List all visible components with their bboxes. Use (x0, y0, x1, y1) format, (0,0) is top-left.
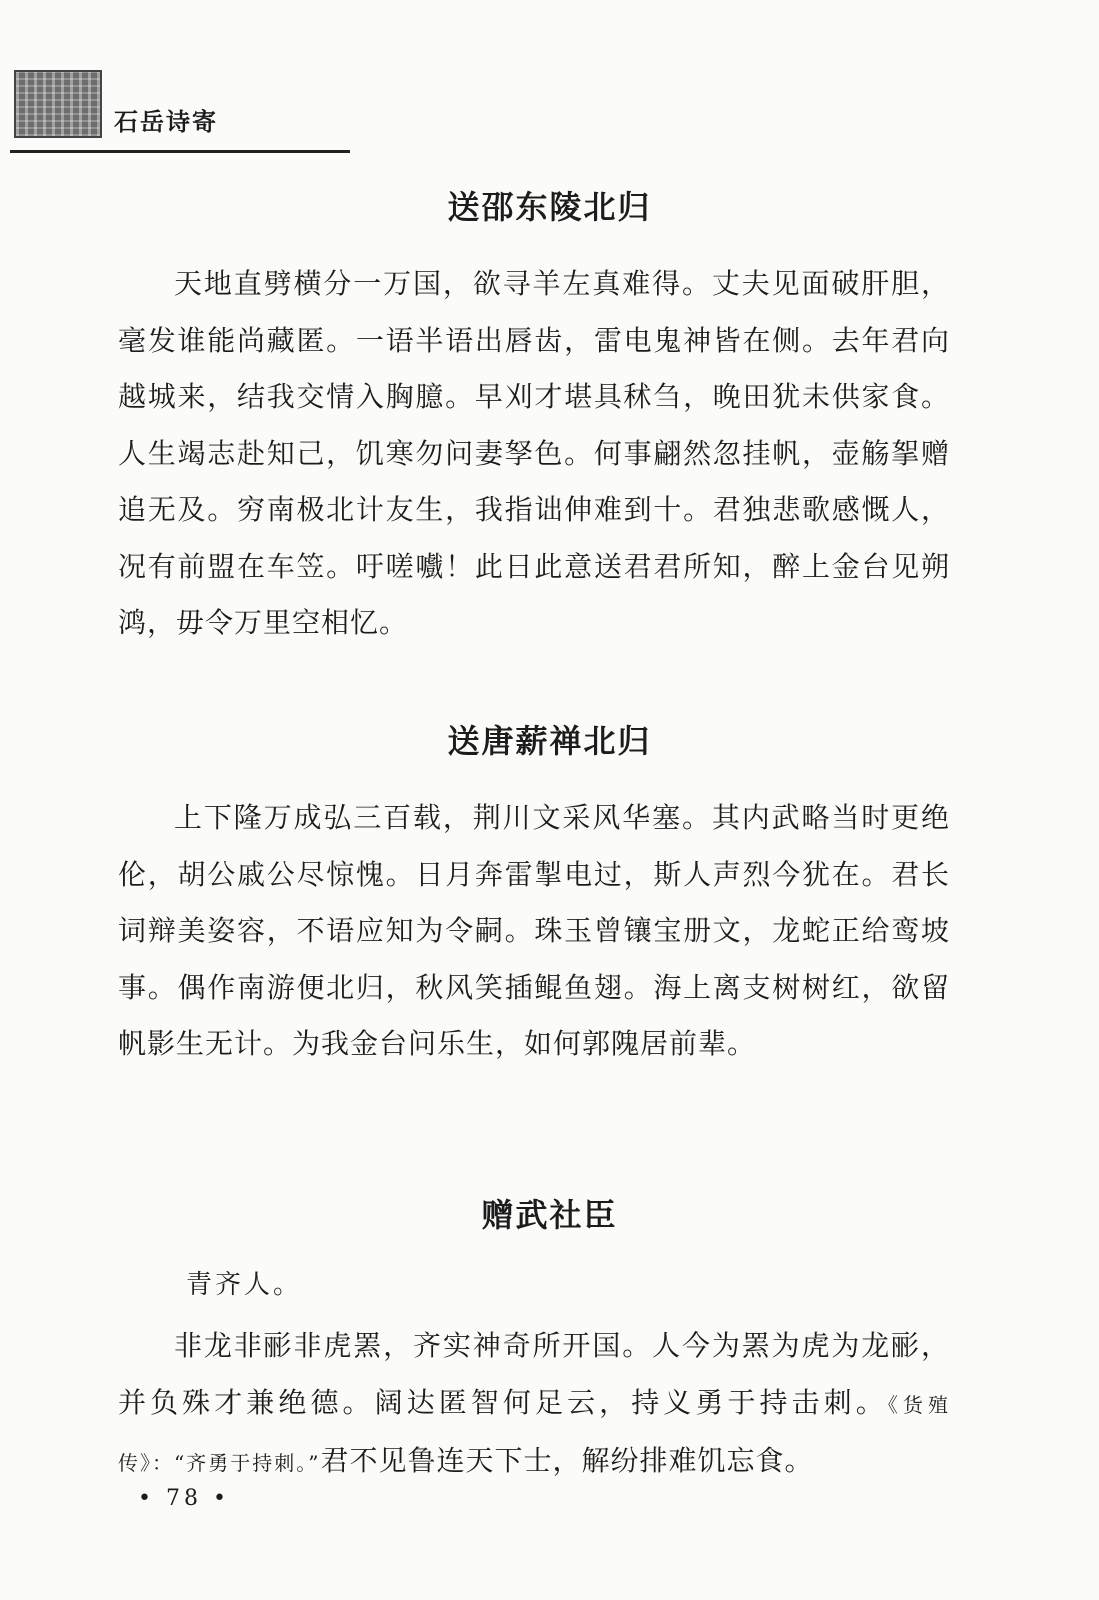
poem-title-1: 送邵东陵北归 (447, 188, 652, 226)
poem-body-3-part2: 君不见鲁连天下士，解纷排难饥忘食。 (320, 1444, 814, 1477)
poem-title-2: 送唐薪禅北归 (447, 722, 652, 760)
page-header (10, 66, 350, 158)
poem-body-1: 天地直劈横分一万国，欲寻羊左真难得。丈夫见面破肝胆，毫发谁能尚藏匿。一语半语出唇齿，雷电鬼神皆在侧。去年君向越城来，结我交情入胸臆。早刈才堪具秫刍，晚田犹未供家食。人生竭志赴知己，饥寒勿问妻孥色。何事翩然忽挂帆，壶觞挐赠追无及。穷南极北计友生，我指诎伸难到十。君独悲歌感慨人，况有前盟在车笠。吁嗟嚱！此日此意送君君所知，醉上金台见朔鸿，毋令万里空相忆。 (118, 267, 950, 639)
header-rule (10, 150, 350, 153)
poem-body-3 (118, 1318, 950, 1492)
poem-body-3-part1: 非龙非彨非虎罴，齐实神奇所开国。人今为罴为虎为龙彨，并负殊才兼绝德。阔达匿智何足云，持义勇于持击刺。 (118, 1329, 950, 1419)
page-number: • 78 • (138, 1486, 230, 1511)
inline-annotation: 《货殖传》：“齐勇于持刺。” (118, 1392, 950, 1475)
poem-title-3: 赠武社臣 (481, 1196, 618, 1234)
seal-logo-icon (14, 70, 102, 138)
poem-note: 青齐人。 (186, 1270, 303, 1300)
running-head-title: 石岳诗寄 (114, 108, 218, 136)
poem-body-2: 上下隆万成弘三百载，荆川文采风华塞。其内武略当时更绝伦，胡公戚公尽惊愧。日月奔雷掣电过，斯人声烈今犹在。君长词辩美姿容，不语应知为令嗣。珠玉曾镶宝册文，龙蛇正给鸾坡事。偶作南游便北归，秋风笑插鲲鱼翅。海上离支树树红，欲留帆影生无计。为我金台问乐生，如何郭隗居前辈。 (118, 801, 950, 1060)
